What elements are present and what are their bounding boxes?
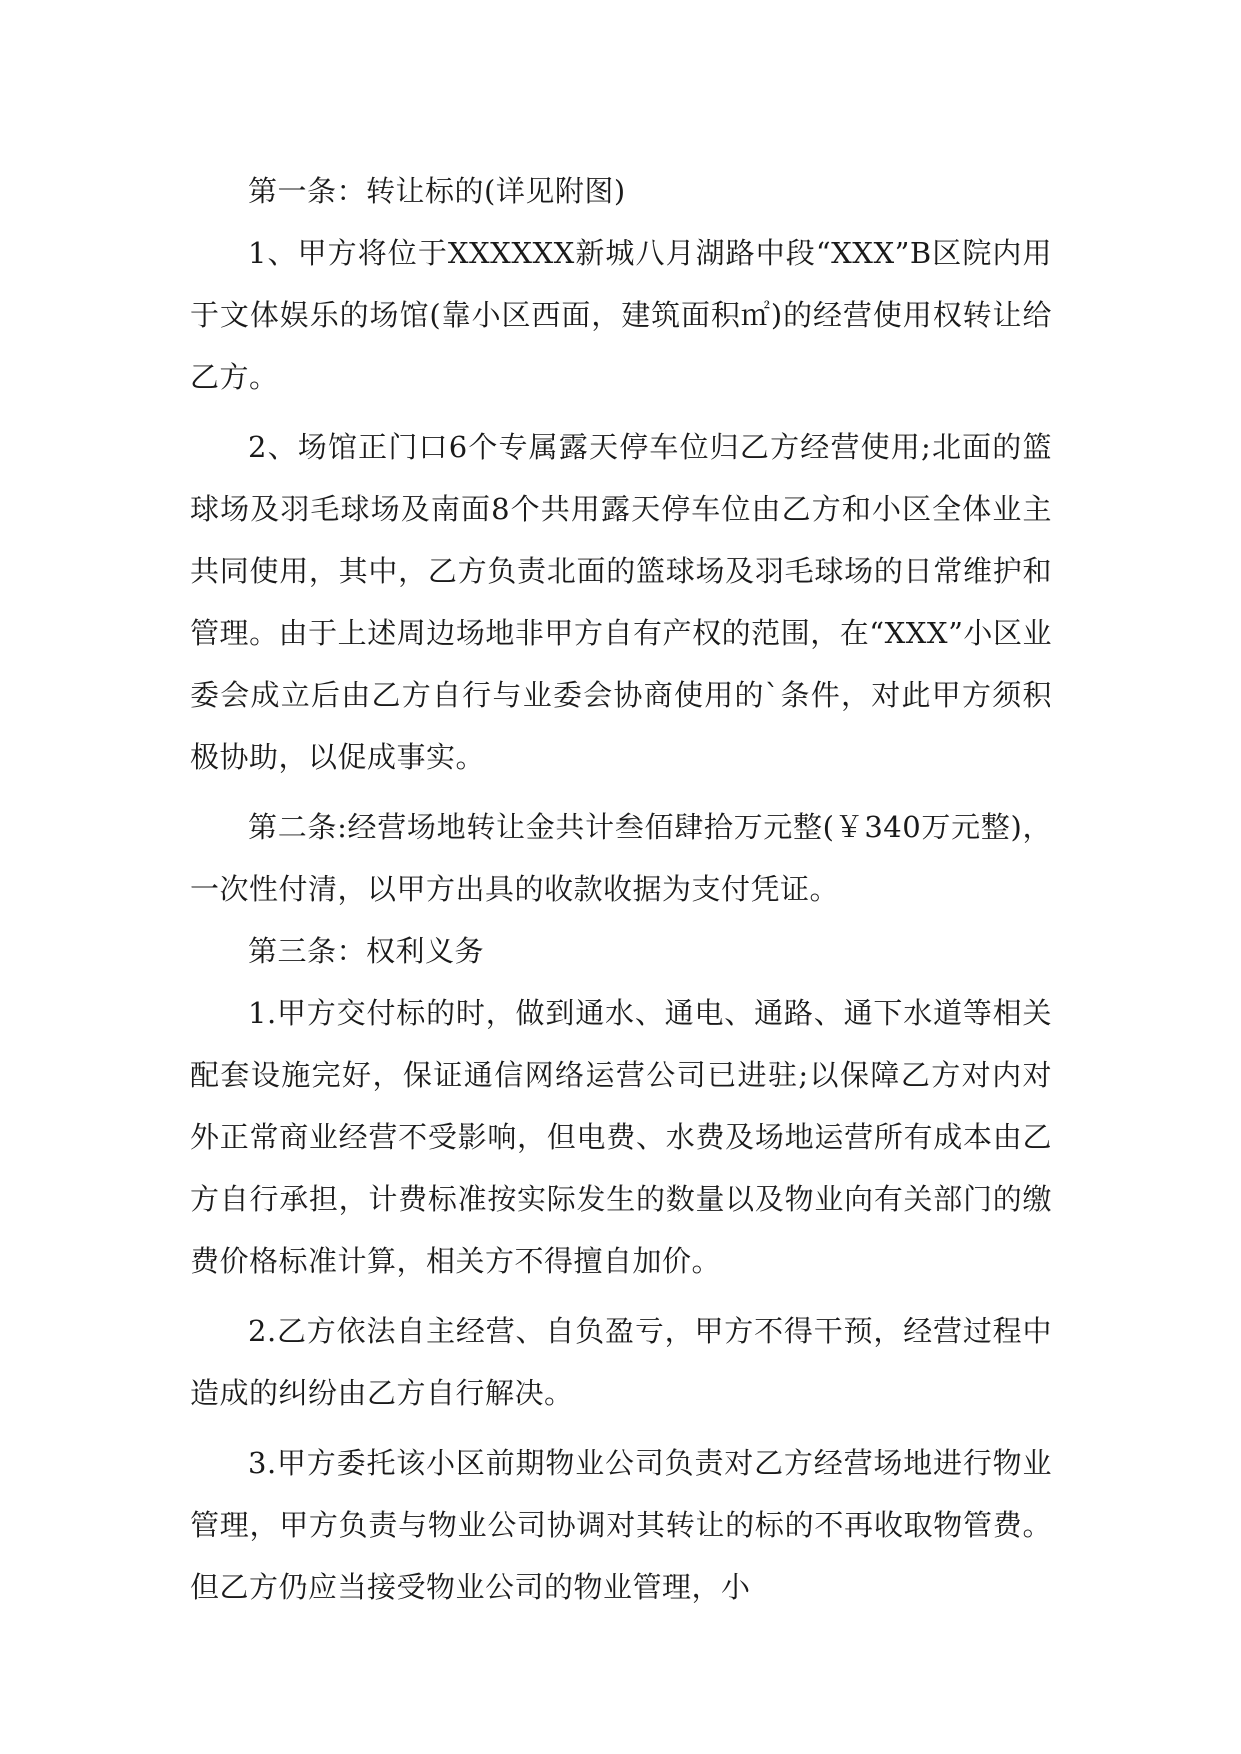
article-1-clause-1: 1、甲方将位于XXXXXX新城八月湖路中段“XXX”B区院内用于文体娱乐的场馆(靠小区西面，建筑面积㎡)的经营使用权转让给乙方。 — [190, 236, 1052, 394]
article-3-clause-2: 2.乙方依法自主经营、自负盈亏，甲方不得干预，经营过程中造成的纠纷由乙方自行解决。 — [190, 1314, 1052, 1410]
article-1-clause-2: 2、场馆正门口6个专属露天停车位归乙方经营使用;北面的篮球场及羽毛球场及南面8个共用露天停车位由乙方和小区全体业主共同使用，其中，乙方负责北面的篮球场及羽毛球场的日常维护和管理。由于上述周边场地非甲方自有产权的范围，在“XXX”小区业委会成立后由乙方自行与业委会协商使用的`条件，对此甲方须积极协助，以促成事实。 — [190, 430, 1052, 774]
article-2: 第二条:经营场地转让金共计叁佰肆拾万元整(￥340万元整)，一次性付清，以甲方出具的收款收据为支付凭证。 — [190, 810, 1052, 906]
article-3-heading: 第三条：权利义务 — [248, 934, 485, 968]
article-3-clause-1: 1.甲方交付标的时，做到通水、通电、通路、通下水道等相关配套设施完好，保证通信网络运营公司已进驻;以保障乙方对内对外正常商业经营不受影响，但电费、水费及场地运营所有成本由乙方自行承担，计费标准按实际发生的数量以及物业向有关部门的缴费价格标准计算，相关方不得擅自加价。 — [190, 996, 1052, 1278]
article-3-clause-3: 3.甲方委托该小区前期物业公司负责对乙方经营场地进行物业管理，甲方负责与物业公司协调对其转让的标的不再收取物管费。但乙方仍应当接受物业公司的物业管理，小 — [190, 1446, 1052, 1604]
article-1-heading: 第一条：转让标的(详见附图) — [248, 174, 626, 208]
document-page — [190, 160, 1052, 1626]
